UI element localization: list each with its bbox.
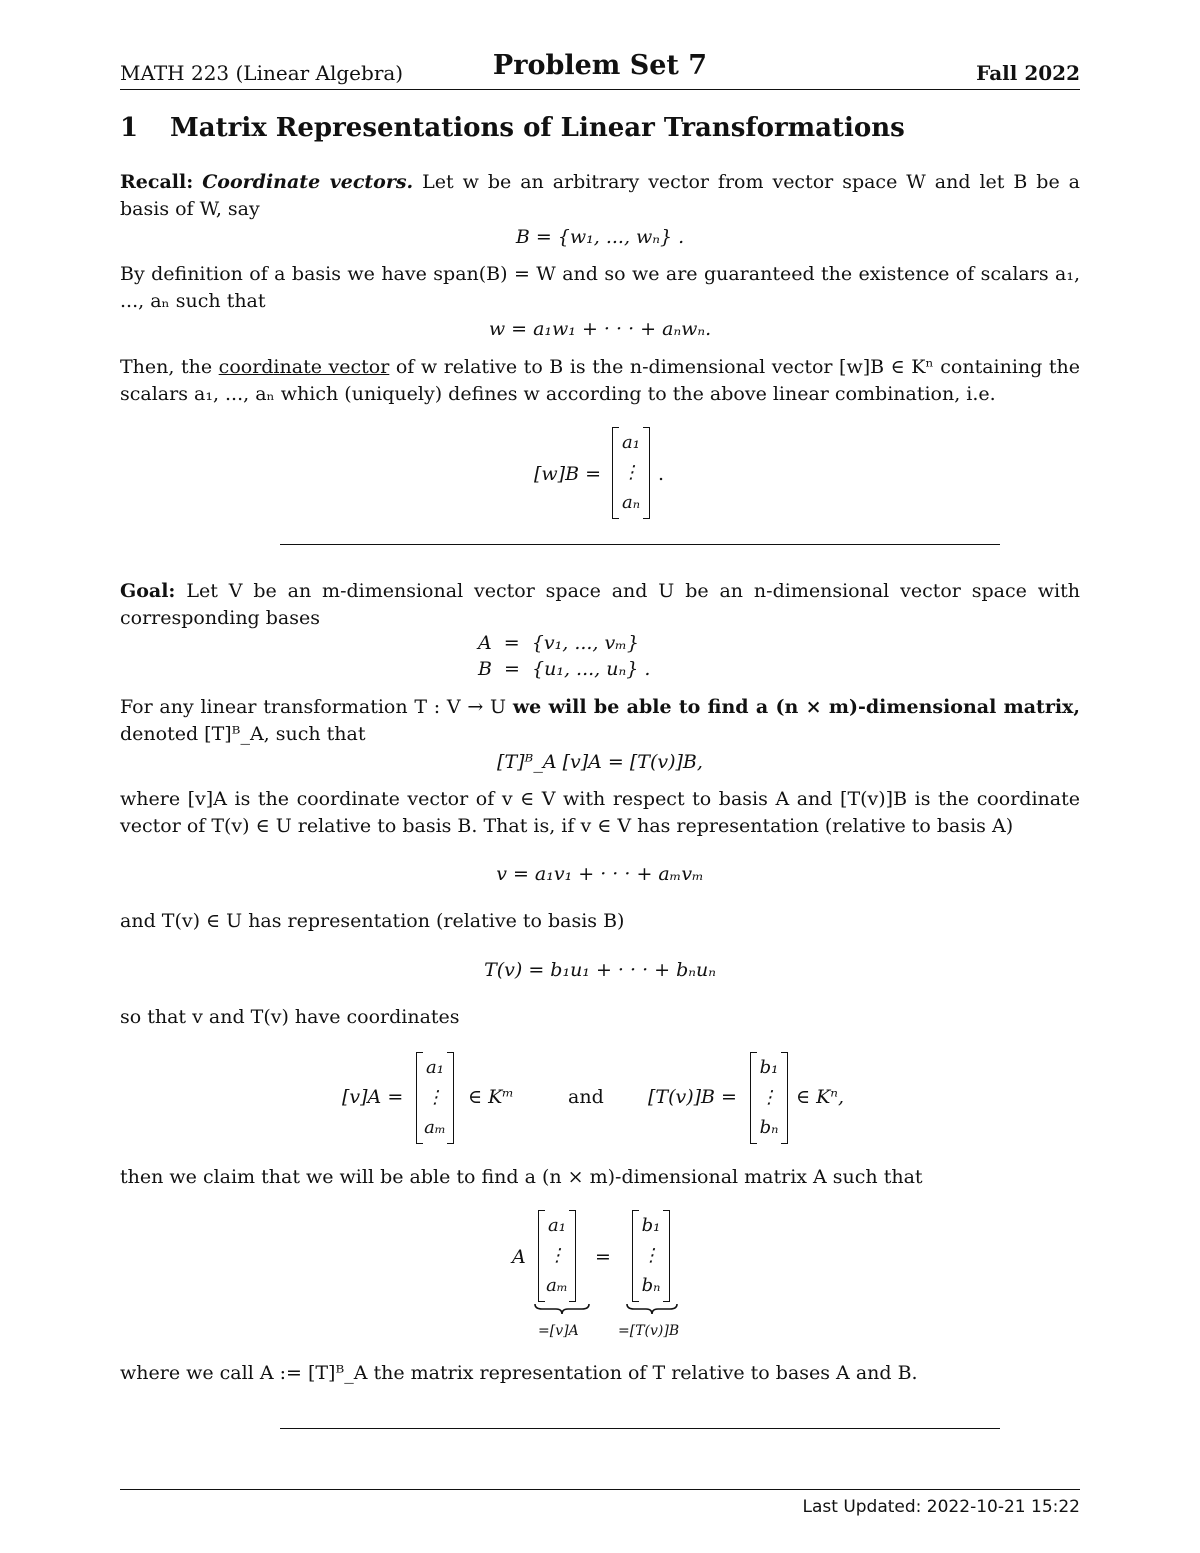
matrix-representation-equation: [T]ᴮ_A [v]A = [T(v)]B, (497, 751, 703, 773)
and-word: and (568, 1086, 604, 1108)
coord-column-w (612, 427, 650, 519)
where-paragraph: where [v]A is the coordinate vector of v ∈ V with respect to basis A and [T(v)]B is the coordinate vector of T(v) ∈ U relative to basis B. That is, if v ∈ V has representation (relative to basis A) (120, 788, 1080, 837)
matrix-entry: aₘ (424, 1117, 446, 1138)
span-paragraph: By definition of a basis we have span(B) = W and so we are guaranteed the existence of scalars a₁, ..., aₙ such that (120, 263, 1080, 312)
course-name: MATH 223 (Linear Algebra) (120, 61, 404, 85)
conclusion-paragraph: where we call A := [T]ᴮ_A the matrix representation of T relative to bases A and B. (120, 1362, 918, 1384)
tv-representation-equation: T(v) = b₁u₁ + · · · + bₙuₙ (484, 959, 716, 981)
coordinate-vector-term: coordinate vector (218, 356, 390, 378)
tv-intro-paragraph: and T(v) ∈ U has representation (relative to basis B) (120, 910, 625, 932)
page-header (120, 50, 1080, 90)
coord-column-v (416, 1052, 454, 1144)
section-title: Matrix Representations of Linear Transformations (170, 113, 905, 143)
underbrace-label-tv: =[T(v)]B (618, 1323, 680, 1339)
transform-claim-bold: we will be able to find a (n × m)-dimensional matrix, (512, 696, 1080, 718)
header-rule (120, 89, 1080, 90)
claim-paragraph: then we claim that we will be able to find a (n × m)-dimensional matrix A such that (120, 1166, 923, 1188)
section-number: 1 (120, 113, 139, 143)
transform-text-after: denoted [T]ᴮ_A, such that (120, 723, 366, 745)
coordinate-vector-paragraph (120, 354, 1080, 408)
coord-text-after: of w relative to B is the n-dimensional vector [w]B ∈ Kⁿ containing the scalars a₁, ..., aₙ which (uniquely) defines w according to the above linear combination, i.e. (120, 356, 1080, 405)
matrix-A-symbol: A (512, 1246, 526, 1268)
matrix-entry: aₙ (621, 492, 641, 513)
equation-period: . (658, 463, 665, 485)
last-updated: Last Updated: 2022-10-21 15:22 (802, 1497, 1080, 1517)
underbrace-right (626, 1303, 678, 1315)
term: Fall 2022 (976, 61, 1080, 85)
matrix-entry: bₙ (759, 1117, 779, 1138)
basis-B-equation: B = {w₁, ..., wₙ} . (515, 226, 685, 248)
matrix-entry: b₁ (759, 1057, 779, 1078)
recall-text: Let w be an arbitrary vector from vector space W and let B be a basis of W, say (120, 171, 1080, 220)
equals-sign: = (595, 1246, 611, 1268)
recall-paragraph (120, 169, 1080, 223)
transform-text-before: For any linear transformation T : V → U (120, 696, 507, 718)
basis-B-equation-2: B = {u₁, ..., uₙ} . (478, 658, 651, 680)
coord-text-before: Then, the (120, 356, 213, 378)
claim-column-b (632, 1210, 670, 1302)
document-page (120, 0, 1080, 1553)
section-divider (280, 544, 1000, 545)
matrix-entry: a₁ (622, 432, 640, 453)
underbrace-label-v: =[v]A (538, 1323, 579, 1339)
page-title: Problem Set 7 (492, 50, 708, 81)
tv-coord-space: ∈ Kⁿ, (796, 1086, 845, 1108)
transformation-paragraph (120, 694, 1080, 748)
matrix-entry: ⋮ (548, 1245, 566, 1266)
matrix-entry: bₙ (641, 1275, 661, 1296)
end-divider (280, 1428, 1000, 1429)
footer-rule (120, 1489, 1080, 1490)
matrix-entry: b₁ (641, 1215, 661, 1236)
matrix-entry: a₁ (548, 1215, 566, 1236)
v-coord-lhs: [v]A = (342, 1086, 404, 1108)
goal-paragraph (120, 578, 1080, 632)
matrix-entry: ⋮ (642, 1245, 660, 1266)
matrix-entry: ⋮ (622, 462, 640, 483)
section-heading (120, 115, 905, 142)
v-coord-space: ∈ Kᵐ (468, 1086, 514, 1108)
matrix-entry: aₘ (546, 1275, 568, 1296)
v-representation-equation: v = a₁v₁ + · · · + aₘvₘ (496, 863, 704, 885)
claim-column-a (538, 1210, 576, 1302)
coord-column-tv (750, 1052, 788, 1144)
matrix-entry: ⋮ (426, 1087, 444, 1108)
basis-A-equation: A = {v₁, ..., vₘ} (478, 632, 639, 654)
coord-vector-lhs: [w]B = (534, 463, 602, 485)
linear-combination-equation: w = a₁w₁ + · · · + aₙwₙ. (488, 318, 712, 340)
goal-label: Goal: (120, 580, 176, 602)
underbrace-left (534, 1303, 590, 1315)
tv-coord-lhs: [T(v)]B = (648, 1086, 737, 1108)
recall-topic: Coordinate vectors. (202, 171, 414, 193)
matrix-entry: a₁ (426, 1057, 444, 1078)
goal-text: Let V be an m-dimensional vector space and U be an n-dimensional vector space with corresponding bases (120, 580, 1080, 629)
matrix-entry: ⋮ (760, 1087, 778, 1108)
coordinates-intro-paragraph: so that v and T(v) have coordinates (120, 1006, 460, 1028)
recall-label: Recall: (120, 171, 194, 193)
